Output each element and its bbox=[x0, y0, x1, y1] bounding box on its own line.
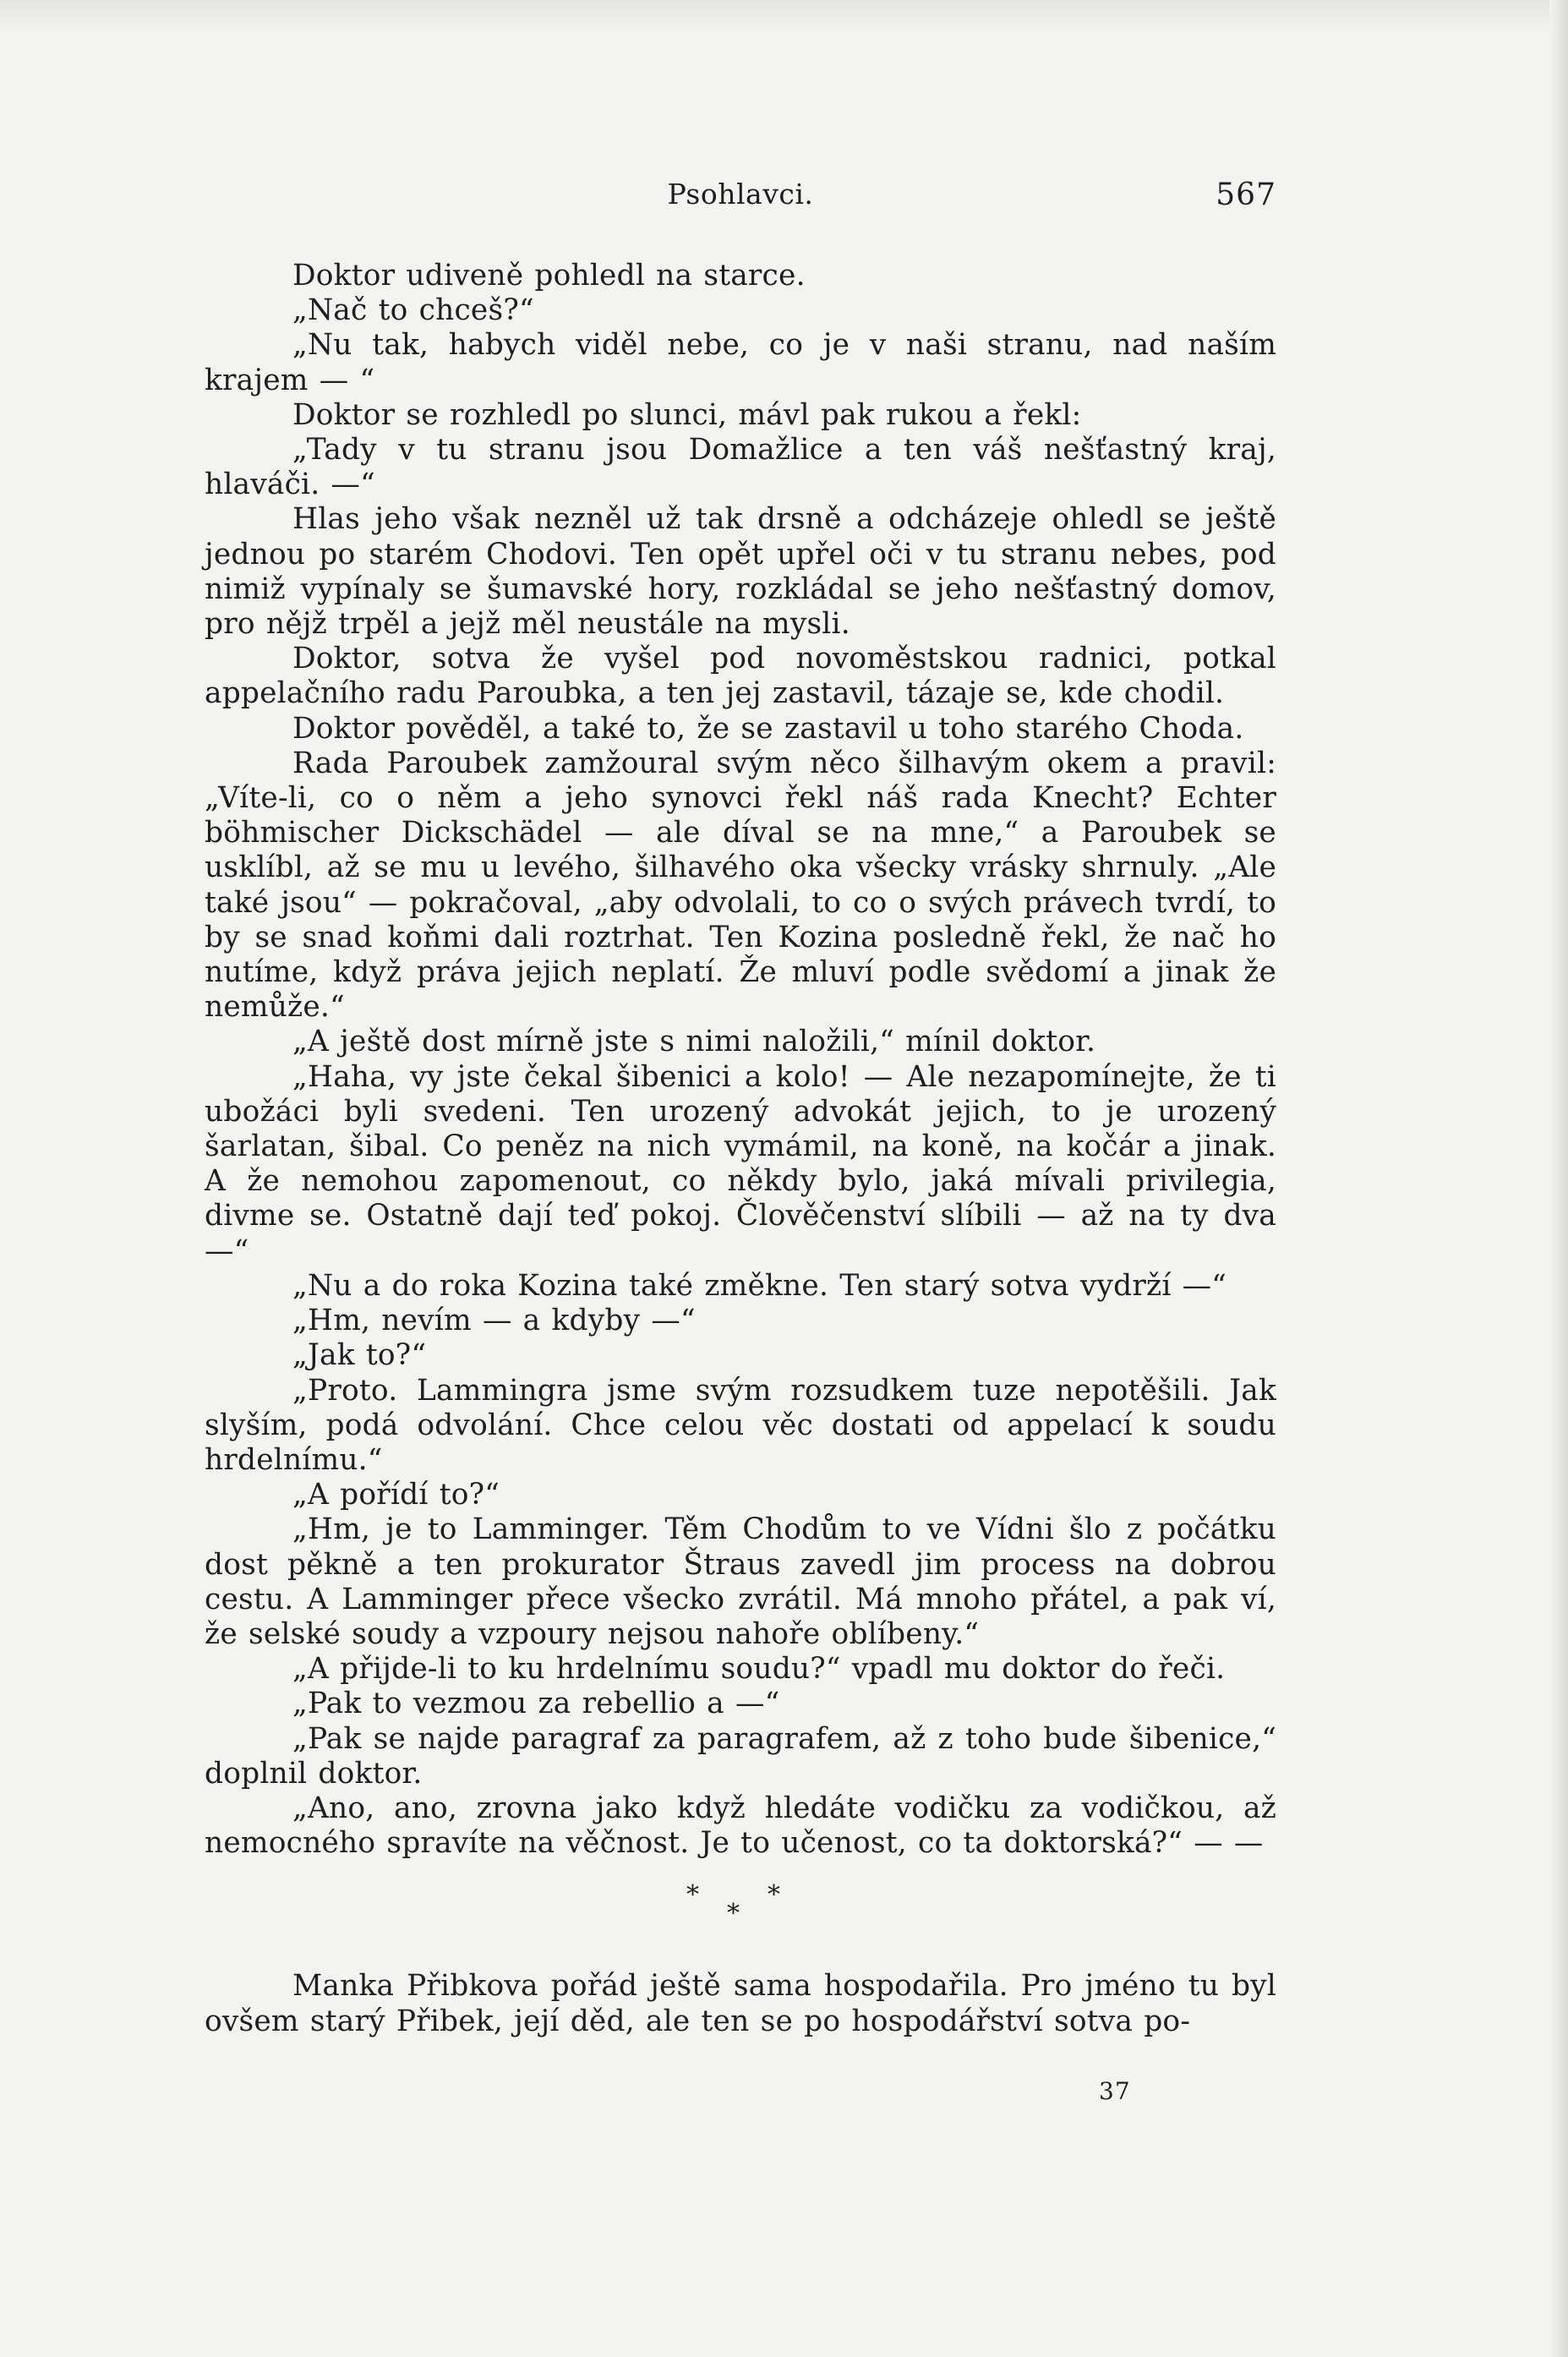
asterisk: * bbox=[727, 1899, 740, 1929]
page-edge bbox=[0, 0, 1568, 34]
paragraph: Doktor pověděl, a také to, že se zastavil u toho starého Choda. bbox=[292, 711, 1244, 746]
page-number: 567 bbox=[1216, 178, 1276, 212]
paragraph: „Nač to chceš?“ bbox=[292, 293, 534, 328]
page-header bbox=[205, 178, 1276, 220]
paragraph: „Hm, je to Lamminger. Těm Chodům to ve Vídni šlo z počátku dost pěkně a ten prokurator Štraus zavedl jim process na dobrou cestu. A Lamminger přece všecko zvrátil. Má mnoho přátel, a pak ví, že selské soudy a vzpoury nejsou nahoře oblíbeny.“ bbox=[205, 1512, 1276, 1651]
paragraph: Doktor, sotva že vyšel pod novoměstskou radnici, potkal appelačního radu Paroubka, a ten jej zastavil, tázaje se, kde chodil. bbox=[205, 642, 1276, 711]
page-edge-right bbox=[1549, 0, 1568, 2357]
asterisk: * bbox=[686, 1880, 700, 1911]
paragraph: „A pořídí to?“ bbox=[292, 1478, 500, 1512]
spacer bbox=[205, 1942, 1276, 1969]
paragraph: „Tady v tu stranu jsou Domažlice a ten váš nešťastný kraj, hlaváči. —“ bbox=[205, 433, 1276, 502]
paragraph: „Haha, vy jste čekal šibenici a kolo! — Ale nezapomínejte, že ti ubožáci byli svedeni. Ten urozený advokát jejich, to je urozený šarlatan, šibal. Co peněz na nich vymámil, na koně, na kočár a jinak. A že nemohou zapomenout, co někdy bylo, jaká mívali privilegia, divme se. Ostatně dají teď pokoj. Člověčenství slíbili — až na ty dva —“ bbox=[205, 1059, 1276, 1268]
paragraph: „A ještě dost mírně jste s nimi naložili,“ mínil doktor. bbox=[292, 1025, 1096, 1059]
paragraph: „Ano, ano, zrovna jako když hledáte vodičku za vodičkou, až nemocného spravíte na věčnost. Je to učenost, co ta doktorská?“ — — bbox=[205, 1791, 1276, 1861]
asterisk: * bbox=[768, 1880, 781, 1911]
paragraph: „Pak to vezmou za rebellio a —“ bbox=[292, 1687, 780, 1721]
paragraph: Doktor udiveně pohledl na starce. bbox=[292, 259, 806, 293]
paragraph: „A přijde-li to ku hrdelnímu soudu?“ vpadl mu doktor do řeči. bbox=[292, 1652, 1226, 1687]
paragraph: Manka Přibkova pořád ještě sama hospodařila. Pro jméno tu byl ovšem starý Přibek, její děd, ale ten se po hospodářství sotva po- bbox=[205, 1969, 1276, 2038]
paragraph: Hlas jeho však nezněl už tak drsně a odcházeje ohledl se ještě jednou po starém Chodovi. Ten opět upřel oči v tu stranu nebes, pod nimiž vypínaly se šumavské hory, rozkládal se jeho nešťastný domov, pro nějž trpěl a jejž měl neustále na mysli. bbox=[205, 502, 1276, 642]
paragraph: „Pak se najde paragraf za paragrafem, až z toho bude šibenice,“ doplnil doktor. bbox=[205, 1721, 1276, 1791]
paragraph: Rada Paroubek zamžoural svým něco šilhavým okem a pravil: „Víte-li, co o něm a jeho synovci řekl náš rada Knecht? Echter böhmischer Dickschädel — ale díval se na mne,“ a Paroubek se usklíbl, až se mu u levého, šilhavého oka všecky vrásky shrnuly. „Ale také jsou“ — pokračoval, „aby odvolali, to co o svých právech tvrdí, to by se snad koňmi dali roztrhat. Ten Kozina posledně řekl, že nač ho nutíme, když práva jejich neplatí. Že mluví podle svědomí a jinak že nemůže.“ bbox=[205, 746, 1276, 1025]
signature-mark: 37 bbox=[1099, 2077, 1131, 2105]
paragraph: „Nu tak, habych viděl nebe, co je v naši stranu, nad naším krajem — “ bbox=[205, 328, 1276, 397]
body-text bbox=[205, 259, 1276, 2039]
paragraph: „Proto. Lammingra jsme svým rozsudkem tuze nepotěšili. Jak slyším, podá odvolání. Chce celou věc dostati od appelací k soudu hrdelnímu.“ bbox=[205, 1373, 1276, 1477]
paragraph: „Nu a do roka Kozina také změkne. Ten starý sotva vydrží —“ bbox=[292, 1268, 1227, 1303]
section-separator bbox=[205, 1871, 1276, 1942]
paragraph: „Hm, nevím — a kdyby —“ bbox=[292, 1304, 696, 1338]
paragraph: Doktor se rozhledl po slunci, mávl pak rukou a řekl: bbox=[292, 397, 1082, 432]
running-head: Psohlavci. bbox=[667, 178, 814, 211]
paragraph: „Jak to?“ bbox=[292, 1338, 427, 1373]
